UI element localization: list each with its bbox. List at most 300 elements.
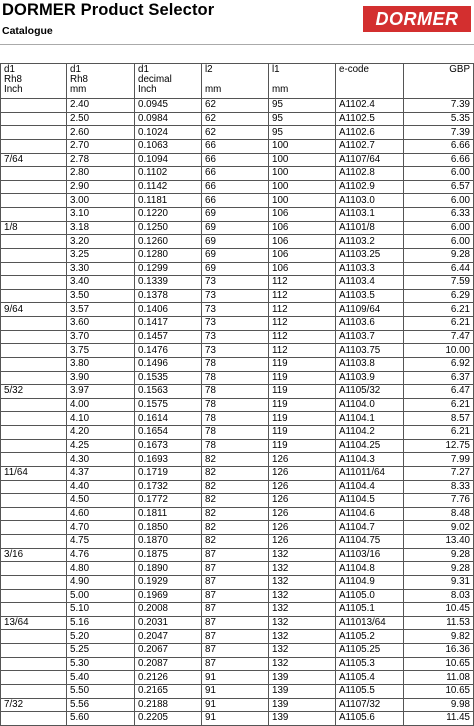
cell-mm: 5.50 bbox=[67, 684, 135, 698]
cell-inch bbox=[1, 657, 67, 671]
cell-l1: 139 bbox=[269, 684, 336, 698]
header-d1-inch: d1 Rh8 Inch bbox=[1, 64, 67, 99]
table-row bbox=[1, 112, 474, 126]
cell-l2: 87 bbox=[202, 548, 269, 562]
cell-mm: 4.40 bbox=[67, 480, 135, 494]
cell-price: 7.39 bbox=[404, 99, 474, 113]
cell-price: 7.39 bbox=[404, 126, 474, 140]
cell-decimal: 0.1654 bbox=[135, 426, 202, 440]
cell-l2: 87 bbox=[202, 575, 269, 589]
cell-l1: 100 bbox=[269, 139, 336, 153]
cell-decimal: 0.1406 bbox=[135, 303, 202, 317]
cell-decimal: 0.1299 bbox=[135, 262, 202, 276]
cell-decimal: 0.1929 bbox=[135, 575, 202, 589]
cell-ecode: A1105.5 bbox=[336, 684, 404, 698]
cell-price: 6.21 bbox=[404, 398, 474, 412]
cell-l2: 73 bbox=[202, 289, 269, 303]
cell-l1: 126 bbox=[269, 480, 336, 494]
cell-inch: 9/64 bbox=[1, 303, 67, 317]
cell-inch bbox=[1, 712, 67, 726]
cell-inch bbox=[1, 194, 67, 208]
cell-price: 9.28 bbox=[404, 548, 474, 562]
cell-inch bbox=[1, 99, 67, 113]
cell-l1: 139 bbox=[269, 671, 336, 685]
cell-l1: 95 bbox=[269, 126, 336, 140]
cell-ecode: A1104.9 bbox=[336, 575, 404, 589]
cell-l1: 132 bbox=[269, 603, 336, 617]
cell-l2: 73 bbox=[202, 276, 269, 290]
cell-l1: 132 bbox=[269, 644, 336, 658]
cell-price: 7.47 bbox=[404, 330, 474, 344]
cell-ecode: A1104.0 bbox=[336, 398, 404, 412]
cell-l1: 119 bbox=[269, 357, 336, 371]
cell-inch bbox=[1, 357, 67, 371]
table-row bbox=[1, 303, 474, 317]
cell-l2: 87 bbox=[202, 603, 269, 617]
cell-l2: 62 bbox=[202, 126, 269, 140]
cell-mm: 4.90 bbox=[67, 575, 135, 589]
cell-inch bbox=[1, 344, 67, 358]
table-row bbox=[1, 385, 474, 399]
table-row bbox=[1, 180, 474, 194]
cell-decimal: 0.1280 bbox=[135, 248, 202, 262]
cell-decimal: 0.1811 bbox=[135, 507, 202, 521]
cell-price: 11.45 bbox=[404, 712, 474, 726]
cell-decimal: 0.2165 bbox=[135, 684, 202, 698]
cell-price: 10.65 bbox=[404, 657, 474, 671]
cell-mm: 2.50 bbox=[67, 112, 135, 126]
header-l2: l2 mm bbox=[202, 64, 269, 99]
table-row bbox=[1, 453, 474, 467]
cell-inch bbox=[1, 235, 67, 249]
cell-inch bbox=[1, 208, 67, 222]
cell-l2: 82 bbox=[202, 507, 269, 521]
table-row bbox=[1, 357, 474, 371]
cell-decimal: 0.1870 bbox=[135, 535, 202, 549]
cell-l1: 106 bbox=[269, 248, 336, 262]
cell-mm: 4.50 bbox=[67, 494, 135, 508]
cell-decimal: 0.1220 bbox=[135, 208, 202, 222]
cell-mm: 2.80 bbox=[67, 167, 135, 181]
cell-l1: 119 bbox=[269, 412, 336, 426]
cell-mm: 5.20 bbox=[67, 630, 135, 644]
cell-inch bbox=[1, 644, 67, 658]
cell-inch bbox=[1, 330, 67, 344]
cell-price: 12.75 bbox=[404, 439, 474, 453]
cell-decimal: 0.1673 bbox=[135, 439, 202, 453]
cell-price: 6.21 bbox=[404, 317, 474, 331]
cell-l2: 62 bbox=[202, 112, 269, 126]
cell-l2: 73 bbox=[202, 303, 269, 317]
table-row bbox=[1, 99, 474, 113]
cell-l1: 95 bbox=[269, 99, 336, 113]
cell-decimal: 0.2067 bbox=[135, 644, 202, 658]
cell-ecode: A1105.4 bbox=[336, 671, 404, 685]
table-row bbox=[1, 589, 474, 603]
cell-mm: 4.80 bbox=[67, 562, 135, 576]
cell-decimal: 0.1875 bbox=[135, 548, 202, 562]
table-row bbox=[1, 330, 474, 344]
cell-decimal: 0.1457 bbox=[135, 330, 202, 344]
cell-ecode: A1103.9 bbox=[336, 371, 404, 385]
table-row bbox=[1, 153, 474, 167]
cell-decimal: 0.1063 bbox=[135, 139, 202, 153]
cell-ecode: A1105.3 bbox=[336, 657, 404, 671]
cell-decimal: 0.1535 bbox=[135, 371, 202, 385]
cell-ecode: A1103.4 bbox=[336, 276, 404, 290]
cell-l1: 106 bbox=[269, 262, 336, 276]
cell-l2: 82 bbox=[202, 453, 269, 467]
cell-inch bbox=[1, 180, 67, 194]
cell-l2: 78 bbox=[202, 371, 269, 385]
cell-l1: 126 bbox=[269, 521, 336, 535]
cell-l2: 87 bbox=[202, 616, 269, 630]
cell-inch bbox=[1, 494, 67, 508]
cell-l2: 66 bbox=[202, 194, 269, 208]
cell-price: 9.28 bbox=[404, 562, 474, 576]
table-row bbox=[1, 126, 474, 140]
cell-mm: 5.56 bbox=[67, 698, 135, 712]
cell-decimal: 0.2087 bbox=[135, 657, 202, 671]
cell-l2: 87 bbox=[202, 562, 269, 576]
cell-price: 6.29 bbox=[404, 289, 474, 303]
cell-ecode: A11011/64 bbox=[336, 466, 404, 480]
header-d1-mm: d1 Rh8 mm bbox=[67, 64, 135, 99]
cell-mm: 3.70 bbox=[67, 330, 135, 344]
table-row bbox=[1, 630, 474, 644]
cell-mm: 3.75 bbox=[67, 344, 135, 358]
cell-l1: 112 bbox=[269, 344, 336, 358]
cell-ecode: A1105.2 bbox=[336, 630, 404, 644]
cell-decimal: 0.2126 bbox=[135, 671, 202, 685]
cell-price: 6.92 bbox=[404, 357, 474, 371]
cell-l1: 100 bbox=[269, 153, 336, 167]
cell-decimal: 0.1339 bbox=[135, 276, 202, 290]
table-header-row bbox=[1, 64, 474, 99]
cell-price: 6.21 bbox=[404, 426, 474, 440]
cell-l1: 126 bbox=[269, 494, 336, 508]
cell-l2: 69 bbox=[202, 208, 269, 222]
cell-ecode: A1104.7 bbox=[336, 521, 404, 535]
cell-price: 6.37 bbox=[404, 371, 474, 385]
cell-price: 8.03 bbox=[404, 589, 474, 603]
cell-mm: 3.57 bbox=[67, 303, 135, 317]
cell-decimal: 0.1094 bbox=[135, 153, 202, 167]
cell-ecode: A1105.6 bbox=[336, 712, 404, 726]
cell-mm: 5.10 bbox=[67, 603, 135, 617]
cell-mm: 2.70 bbox=[67, 139, 135, 153]
table-row bbox=[1, 575, 474, 589]
cell-decimal: 0.2188 bbox=[135, 698, 202, 712]
cell-l2: 82 bbox=[202, 466, 269, 480]
cell-mm: 5.16 bbox=[67, 616, 135, 630]
cell-decimal: 0.1476 bbox=[135, 344, 202, 358]
cell-ecode: A1103.3 bbox=[336, 262, 404, 276]
cell-l1: 100 bbox=[269, 194, 336, 208]
cell-l2: 69 bbox=[202, 248, 269, 262]
cell-l2: 78 bbox=[202, 398, 269, 412]
table-row bbox=[1, 494, 474, 508]
cell-price: 6.47 bbox=[404, 385, 474, 399]
table-row bbox=[1, 562, 474, 576]
table-row bbox=[1, 712, 474, 726]
cell-mm: 5.60 bbox=[67, 712, 135, 726]
cell-decimal: 0.1614 bbox=[135, 412, 202, 426]
cell-l1: 132 bbox=[269, 616, 336, 630]
cell-l1: 112 bbox=[269, 289, 336, 303]
cell-price: 16.36 bbox=[404, 644, 474, 658]
cell-ecode: A1104.75 bbox=[336, 535, 404, 549]
cell-mm: 3.50 bbox=[67, 289, 135, 303]
table-row bbox=[1, 248, 474, 262]
table-row bbox=[1, 507, 474, 521]
cell-l2: 62 bbox=[202, 99, 269, 113]
cell-l1: 126 bbox=[269, 535, 336, 549]
cell-decimal: 0.1024 bbox=[135, 126, 202, 140]
cell-mm: 4.75 bbox=[67, 535, 135, 549]
cell-price: 9.98 bbox=[404, 698, 474, 712]
cell-ecode: A1105/32 bbox=[336, 385, 404, 399]
cell-decimal: 0.1693 bbox=[135, 453, 202, 467]
header-divider bbox=[0, 44, 474, 45]
cell-l2: 73 bbox=[202, 317, 269, 331]
table-row bbox=[1, 289, 474, 303]
cell-l2: 66 bbox=[202, 167, 269, 181]
cell-decimal: 0.2205 bbox=[135, 712, 202, 726]
cell-mm: 4.30 bbox=[67, 453, 135, 467]
cell-l2: 91 bbox=[202, 671, 269, 685]
cell-l1: 106 bbox=[269, 221, 336, 235]
cell-decimal: 0.1181 bbox=[135, 194, 202, 208]
cell-decimal: 0.0984 bbox=[135, 112, 202, 126]
cell-price: 7.27 bbox=[404, 466, 474, 480]
cell-inch bbox=[1, 589, 67, 603]
cell-l1: 100 bbox=[269, 180, 336, 194]
cell-price: 7.59 bbox=[404, 276, 474, 290]
cell-ecode: A1109/64 bbox=[336, 303, 404, 317]
table-row bbox=[1, 535, 474, 549]
cell-ecode: A1104.5 bbox=[336, 494, 404, 508]
cell-mm: 4.00 bbox=[67, 398, 135, 412]
cell-price: 7.76 bbox=[404, 494, 474, 508]
cell-l2: 87 bbox=[202, 644, 269, 658]
table-row bbox=[1, 262, 474, 276]
cell-ecode: A1107/64 bbox=[336, 153, 404, 167]
header-l1: l1 mm bbox=[269, 64, 336, 99]
table-row bbox=[1, 521, 474, 535]
cell-l2: 82 bbox=[202, 535, 269, 549]
cell-decimal: 0.1969 bbox=[135, 589, 202, 603]
cell-inch bbox=[1, 289, 67, 303]
page-title: DORMER Product Selector bbox=[2, 1, 215, 19]
cell-l2: 91 bbox=[202, 712, 269, 726]
table-row bbox=[1, 698, 474, 712]
cell-l2: 82 bbox=[202, 494, 269, 508]
cell-l1: 106 bbox=[269, 208, 336, 222]
cell-ecode: A1103.6 bbox=[336, 317, 404, 331]
table-row bbox=[1, 276, 474, 290]
cell-l1: 106 bbox=[269, 235, 336, 249]
cell-price: 7.99 bbox=[404, 453, 474, 467]
cell-l2: 66 bbox=[202, 139, 269, 153]
cell-l1: 100 bbox=[269, 167, 336, 181]
cell-price: 5.35 bbox=[404, 112, 474, 126]
cell-ecode: A1103.8 bbox=[336, 357, 404, 371]
cell-l1: 119 bbox=[269, 426, 336, 440]
cell-l1: 112 bbox=[269, 303, 336, 317]
cell-price: 10.00 bbox=[404, 344, 474, 358]
cell-l1: 112 bbox=[269, 317, 336, 331]
cell-price: 9.82 bbox=[404, 630, 474, 644]
cell-price: 6.21 bbox=[404, 303, 474, 317]
cell-l1: 126 bbox=[269, 466, 336, 480]
cell-price: 6.33 bbox=[404, 208, 474, 222]
cell-mm: 2.90 bbox=[67, 180, 135, 194]
cell-l2: 66 bbox=[202, 153, 269, 167]
cell-inch bbox=[1, 480, 67, 494]
cell-l1: 139 bbox=[269, 712, 336, 726]
cell-inch: 5/32 bbox=[1, 385, 67, 399]
cell-mm: 3.25 bbox=[67, 248, 135, 262]
cell-inch bbox=[1, 248, 67, 262]
cell-l2: 87 bbox=[202, 630, 269, 644]
table-row bbox=[1, 412, 474, 426]
cell-ecode: A1107/32 bbox=[336, 698, 404, 712]
cell-inch bbox=[1, 126, 67, 140]
table-row bbox=[1, 344, 474, 358]
table-row bbox=[1, 371, 474, 385]
table-row bbox=[1, 603, 474, 617]
cell-ecode: A1103/16 bbox=[336, 548, 404, 562]
cell-l1: 132 bbox=[269, 630, 336, 644]
cell-mm: 5.00 bbox=[67, 589, 135, 603]
cell-decimal: 0.1142 bbox=[135, 180, 202, 194]
header-gbp: GBP bbox=[404, 64, 474, 99]
cell-ecode: A1102.8 bbox=[336, 167, 404, 181]
cell-price: 8.57 bbox=[404, 412, 474, 426]
cell-ecode: A1102.7 bbox=[336, 139, 404, 153]
cell-l1: 139 bbox=[269, 698, 336, 712]
drill-table bbox=[0, 63, 474, 726]
cell-price: 6.00 bbox=[404, 167, 474, 181]
cell-decimal: 0.1732 bbox=[135, 480, 202, 494]
cell-price: 10.65 bbox=[404, 684, 474, 698]
cell-inch bbox=[1, 521, 67, 535]
cell-decimal: 0.1575 bbox=[135, 398, 202, 412]
cell-inch bbox=[1, 603, 67, 617]
cell-l2: 82 bbox=[202, 521, 269, 535]
cell-ecode: A1105.1 bbox=[336, 603, 404, 617]
cell-l2: 78 bbox=[202, 439, 269, 453]
cell-decimal: 0.1850 bbox=[135, 521, 202, 535]
cell-mm: 5.40 bbox=[67, 671, 135, 685]
cell-mm: 3.80 bbox=[67, 357, 135, 371]
cell-mm: 2.60 bbox=[67, 126, 135, 140]
cell-inch bbox=[1, 167, 67, 181]
cell-l1: 119 bbox=[269, 371, 336, 385]
table-row bbox=[1, 616, 474, 630]
table-row bbox=[1, 317, 474, 331]
cell-inch: 7/32 bbox=[1, 698, 67, 712]
cell-mm: 4.37 bbox=[67, 466, 135, 480]
cell-ecode: A1103.25 bbox=[336, 248, 404, 262]
cell-decimal: 0.1563 bbox=[135, 385, 202, 399]
cell-mm: 3.18 bbox=[67, 221, 135, 235]
cell-price: 6.44 bbox=[404, 262, 474, 276]
cell-ecode: A1104.6 bbox=[336, 507, 404, 521]
cell-inch: 7/64 bbox=[1, 153, 67, 167]
table-body bbox=[1, 99, 474, 726]
cell-mm: 4.20 bbox=[67, 426, 135, 440]
cell-ecode: A1104.2 bbox=[336, 426, 404, 440]
table-row bbox=[1, 644, 474, 658]
cell-mm: 5.30 bbox=[67, 657, 135, 671]
cell-decimal: 0.1250 bbox=[135, 221, 202, 235]
cell-price: 6.00 bbox=[404, 235, 474, 249]
cell-decimal: 0.1102 bbox=[135, 167, 202, 181]
cell-inch bbox=[1, 671, 67, 685]
cell-decimal: 0.0945 bbox=[135, 99, 202, 113]
cell-l2: 87 bbox=[202, 657, 269, 671]
cell-l1: 132 bbox=[269, 562, 336, 576]
cell-mm: 4.10 bbox=[67, 412, 135, 426]
cell-ecode: A1104.8 bbox=[336, 562, 404, 576]
cell-decimal: 0.2031 bbox=[135, 616, 202, 630]
cell-price: 8.48 bbox=[404, 507, 474, 521]
cell-mm: 4.76 bbox=[67, 548, 135, 562]
cell-l1: 126 bbox=[269, 507, 336, 521]
table-row bbox=[1, 684, 474, 698]
cell-l1: 119 bbox=[269, 385, 336, 399]
cell-decimal: 0.2008 bbox=[135, 603, 202, 617]
cell-decimal: 0.1378 bbox=[135, 289, 202, 303]
cell-inch bbox=[1, 684, 67, 698]
cell-price: 6.66 bbox=[404, 153, 474, 167]
cell-decimal: 0.1890 bbox=[135, 562, 202, 576]
cell-ecode: A1104.1 bbox=[336, 412, 404, 426]
cell-l2: 91 bbox=[202, 684, 269, 698]
cell-decimal: 0.1496 bbox=[135, 357, 202, 371]
cell-l1: 119 bbox=[269, 439, 336, 453]
cell-l2: 69 bbox=[202, 235, 269, 249]
cell-l1: 132 bbox=[269, 575, 336, 589]
cell-l1: 132 bbox=[269, 589, 336, 603]
cell-inch bbox=[1, 630, 67, 644]
table-row bbox=[1, 439, 474, 453]
cell-inch bbox=[1, 426, 67, 440]
page-subtitle: Catalogue bbox=[2, 25, 53, 37]
cell-inch bbox=[1, 112, 67, 126]
cell-inch: 11/64 bbox=[1, 466, 67, 480]
cell-l2: 78 bbox=[202, 357, 269, 371]
cell-l2: 69 bbox=[202, 262, 269, 276]
cell-ecode: A1103.75 bbox=[336, 344, 404, 358]
cell-ecode: A1102.9 bbox=[336, 180, 404, 194]
table-row bbox=[1, 167, 474, 181]
cell-inch bbox=[1, 439, 67, 453]
cell-price: 8.33 bbox=[404, 480, 474, 494]
cell-inch bbox=[1, 317, 67, 331]
cell-inch: 3/16 bbox=[1, 548, 67, 562]
cell-l1: 132 bbox=[269, 657, 336, 671]
cell-ecode: A1102.5 bbox=[336, 112, 404, 126]
cell-ecode: A1102.4 bbox=[336, 99, 404, 113]
table-row bbox=[1, 398, 474, 412]
cell-l2: 87 bbox=[202, 589, 269, 603]
cell-ecode: A1102.6 bbox=[336, 126, 404, 140]
cell-price: 9.31 bbox=[404, 575, 474, 589]
cell-decimal: 0.1772 bbox=[135, 494, 202, 508]
